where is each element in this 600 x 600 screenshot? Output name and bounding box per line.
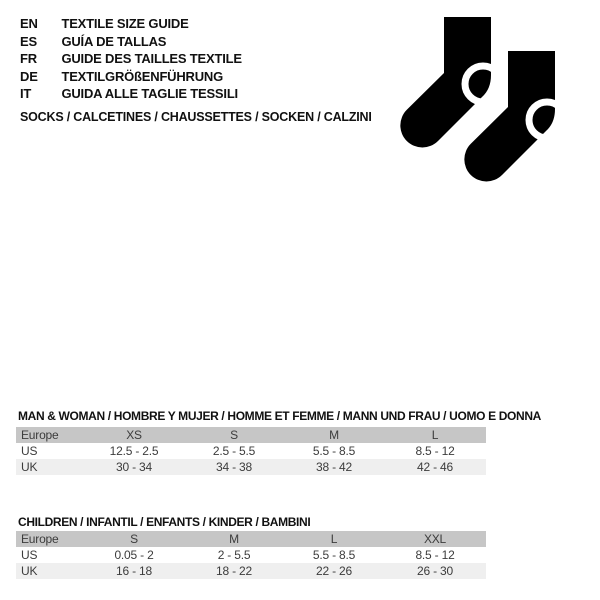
column-header-size: L (384, 427, 486, 443)
column-header-size: XS (84, 427, 184, 443)
table-row-us (16, 443, 486, 459)
table-row-uk (16, 459, 486, 475)
size-value: 34 - 38 (216, 460, 252, 474)
column-header-size: L (284, 531, 384, 547)
language-label: TEXTILGRÖßENFÜHRUNG (61, 68, 224, 84)
category-line: SOCKS / CALCETINES / CHAUSSETTES / SOCKEN / CALZINI (20, 110, 372, 124)
column-header-region: Europe (16, 427, 84, 443)
language-code: EN (20, 16, 38, 31)
size-value: 30 - 34 (116, 460, 152, 474)
size-value: 18 - 22 (216, 564, 252, 578)
row-label: US (21, 444, 38, 458)
column-header-region: Europe (16, 531, 84, 547)
size-value: 38 - 42 (316, 460, 352, 474)
children-size-table (16, 531, 486, 579)
language-code: FR (20, 51, 37, 66)
table-row-us (16, 547, 486, 563)
size-value: 16 - 18 (116, 564, 152, 578)
language-label: GUÍA DE TALLAS (61, 33, 167, 49)
language-code: ES (20, 33, 37, 49)
column-header-size: M (184, 531, 284, 547)
size-value: 8.5 - 12 (415, 548, 455, 562)
language-code: IT (20, 86, 32, 101)
column-header-size: S (84, 531, 184, 547)
adult-table-title: MAN & WOMAN / HOMBRE Y MUJER / HOMME ET FEMME / MANN UND FRAU / UOMO E DONNA (18, 409, 541, 423)
size-value: 2 - 5.5 (217, 548, 251, 562)
size-value: 2.5 - 5.5 (212, 444, 256, 458)
size-value: 5.5 - 8.5 (312, 548, 356, 562)
adult-table-header-row (16, 427, 486, 443)
column-header-size: M (284, 427, 384, 443)
size-value: 5.5 - 8.5 (312, 444, 356, 458)
language-row-it (20, 85, 242, 103)
size-value: 26 - 30 (417, 564, 453, 578)
row-label: US (21, 548, 38, 562)
language-code: DE (20, 68, 38, 84)
column-header-size: S (184, 427, 284, 443)
language-row-en (20, 15, 242, 33)
column-header-size: XXL (384, 531, 486, 547)
size-value: 22 - 26 (316, 564, 352, 578)
language-row-de (20, 68, 242, 86)
socks-icon (400, 0, 570, 190)
language-label: GUIDA ALLE TAGLIE TESSILI (61, 86, 238, 101)
language-label: GUIDE DES TAILLES TEXTILE (61, 51, 242, 66)
children-table-header-row (16, 531, 486, 547)
children-table-title: CHILDREN / INFANTIL / ENFANTS / KINDER / BAMBINI (18, 515, 311, 529)
language-label: TEXTILE SIZE GUIDE (61, 16, 189, 31)
size-value: 0.05 - 2 (114, 548, 154, 562)
row-label: UK (21, 460, 38, 474)
table-row-uk (16, 563, 486, 579)
size-value: 12.5 - 2.5 (109, 444, 159, 458)
adult-size-table (16, 427, 486, 475)
language-row-es (20, 33, 242, 51)
language-list (20, 15, 242, 103)
language-row-fr (20, 50, 242, 68)
size-value: 42 - 46 (417, 460, 453, 474)
row-label: UK (21, 564, 38, 578)
size-value: 8.5 - 12 (415, 444, 455, 458)
